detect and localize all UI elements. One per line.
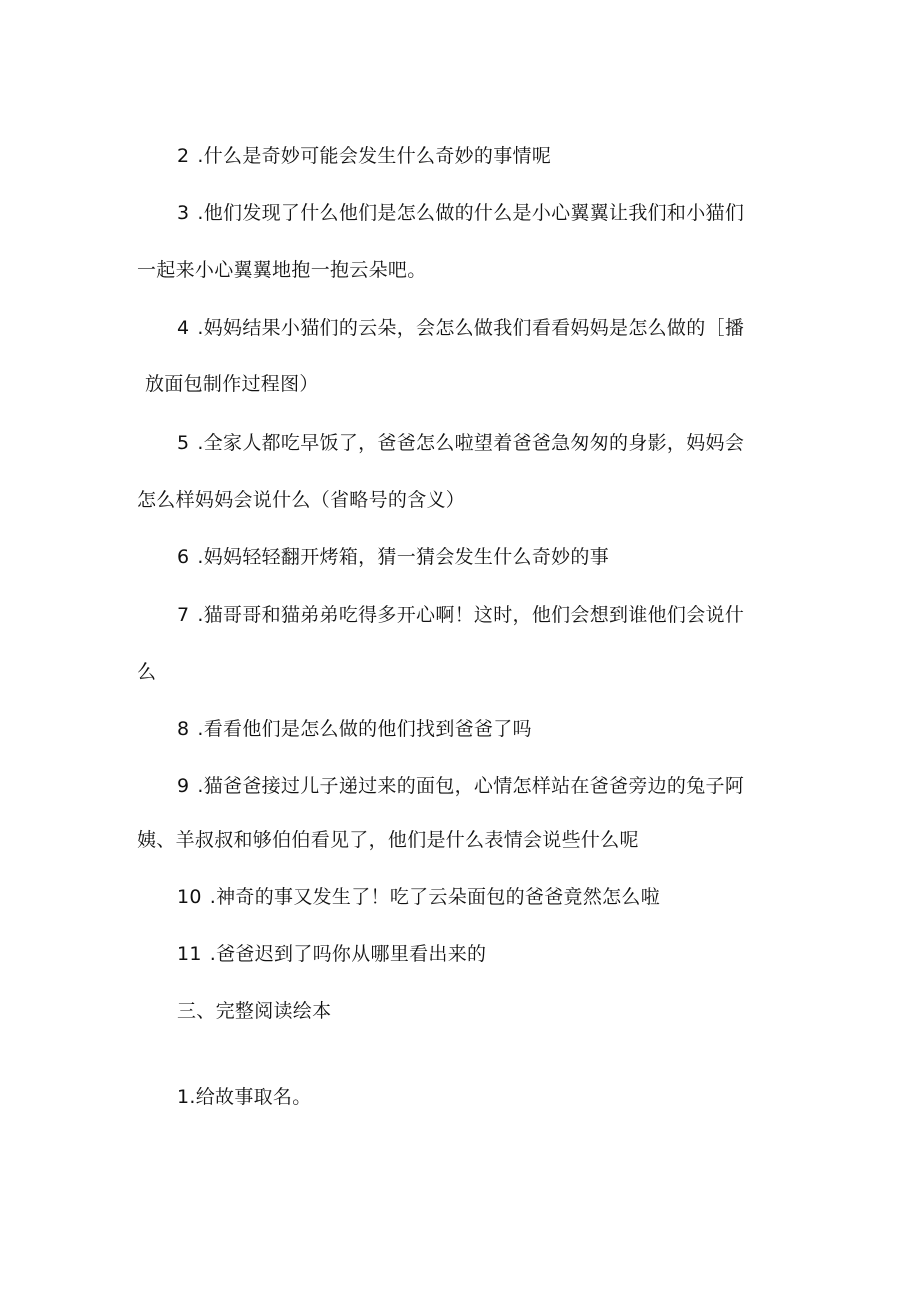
list-item-4 <box>177 316 744 340</box>
item-text: .看看他们是怎么做的他们找到爸爸了吗 <box>197 718 532 740</box>
list-item-6 <box>177 545 609 569</box>
item-number: 4 <box>177 317 190 339</box>
sub-item-1: 1.给故事取名。 <box>177 1086 312 1108</box>
item-text: 放面包制作过程图） <box>145 373 319 395</box>
item-text: .猫哥哥和猫弟弟吃得多开心啊！这时，他们会想到谁他们会说什 <box>197 604 745 626</box>
item-text: .什么是奇妙可能会发生什么奇妙的事情呢 <box>197 145 552 167</box>
list-item-3 <box>177 201 744 225</box>
item-text: .爸爸迟到了吗你从哪里看出来的 <box>209 943 487 965</box>
item-text: .全家人都吃早饭了，爸爸怎么啦望着爸爸急匆匆的身影，妈妈会 <box>197 432 745 454</box>
list-item-9 <box>177 774 744 798</box>
item-number: 6 <box>177 546 190 568</box>
item-text: 姨、羊叔叔和够伯伯看见了，他们是什么表情会说些什么呢 <box>137 829 639 851</box>
item-number: 8 <box>177 718 190 740</box>
item-text: .妈妈轻轻翻开烤箱，猜一猜会发生什么奇妙的事 <box>197 546 610 568</box>
item-text: .神奇的事又发生了！吃了云朵面包的爸爸竟然怎么啦 <box>209 886 661 908</box>
item-text: .妈妈结果小猫们的云朵，会怎么做我们看看妈妈是怎么做的［播 <box>197 317 745 339</box>
list-item-5-continuation <box>137 488 465 512</box>
item-text: 怎么样妈妈会说什么（省略号的含义） <box>137 489 466 511</box>
list-item-3-continuation <box>137 258 427 282</box>
item-number: 5 <box>177 432 190 454</box>
section-heading: 三、完整阅读绘本 <box>177 1000 332 1022</box>
list-item-5 <box>177 431 744 455</box>
item-text: 一起来小心翼翼地抱一抱云朵吧。 <box>137 259 427 281</box>
item-text: .他们发现了什么他们是怎么做的什么是小心翼翼让我们和小猫们 <box>197 202 745 224</box>
item-number: 3 <box>177 202 190 224</box>
item-number: 7 <box>177 604 190 626</box>
list-item-11 <box>177 942 486 966</box>
list-item-7-continuation <box>137 660 156 684</box>
list-item-10 <box>177 885 660 909</box>
item-number: 9 <box>177 775 190 797</box>
list-item-4-continuation <box>145 372 319 396</box>
list-item-8 <box>177 717 532 741</box>
item-number: 2 <box>177 145 190 167</box>
list-item-7 <box>177 603 744 627</box>
list-item-9-continuation <box>137 828 639 852</box>
list-item-2 <box>177 144 551 168</box>
item-number: 10 <box>177 886 202 908</box>
item-text: 么 <box>137 661 157 683</box>
item-number: 11 <box>177 943 202 965</box>
item-text: .猫爸爸接过儿子递过来的面包，心情怎样站在爸爸旁边的兔子阿 <box>197 775 745 797</box>
